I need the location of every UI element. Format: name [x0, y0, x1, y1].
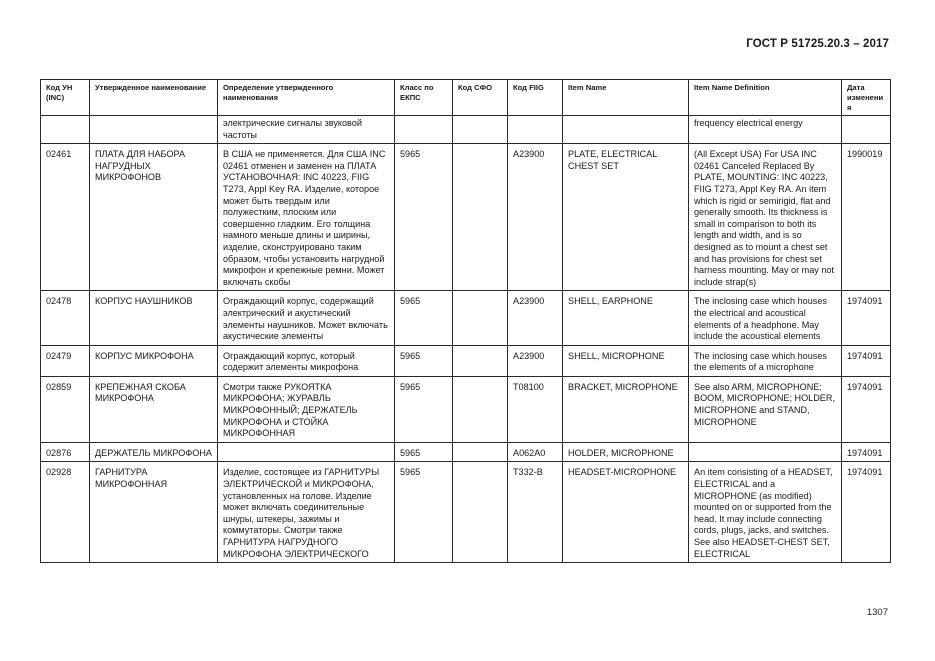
cell-item-definition: The inclosing case which houses the elements of a microphone [689, 345, 842, 376]
cell-definition: Изделие, состоящее из ГАРНИТУРЫ ЭЛЕКТРИЧЕСКОЙ и МИКРОФОНА, установленных на голове. Изделие может включать соединительные шнуры, штекеры, зажимы и коммутаторы. Смотри также ГАРНИТУРА НАГРУДНОГО МИКРОФОНА ЭЛЕКТРИЧЕСКОГО [218, 462, 395, 563]
table-cell [508, 116, 563, 144]
column-header-class: Класс по ЕКПС [395, 80, 453, 116]
cell-date: 1974091 [842, 462, 891, 563]
table-cell [41, 116, 90, 144]
standard-header: ГОСТ Р 51725.20.3 – 2017 [746, 38, 889, 50]
cell-inc: 02928 [41, 462, 90, 563]
cell-date: 1990019 [842, 144, 891, 291]
column-header-definition: Определение утвержденного наименования [218, 80, 395, 116]
continuation-row [41, 116, 891, 144]
cell-sfo [453, 345, 508, 376]
column-header-item-definition: Item Name Definition [689, 80, 842, 116]
cell-definition: Ограждающий корпус, содержащий электрический и акустический элементы наушников. Может включать акустические элементы [218, 291, 395, 345]
cell-item-definition: An item consisting of a HEADSET, ELECTRICAL and a MICROPHONE (as modified) mounted on or supported from the head. It may include connecting cords, plugs, jacks, and switches. See also HEADSET-CHEST SET, ELECTRICAL [689, 462, 842, 563]
cell-class: 5965 [395, 376, 453, 442]
cell-item-definition: The inclosing case which houses the electrical and acoustical elements of a headphone. May include the acoustical elements [689, 291, 842, 345]
column-header-inc: Код УН (INC) [41, 80, 90, 116]
cell-definition: Ограждающий корпус, который содержит элементы микрофона [218, 345, 395, 376]
cell-inc: 02876 [41, 442, 90, 462]
cell-sfo [453, 144, 508, 291]
cell-definition: Смотри также РУКОЯТКА МИКРОФОНА; ЖУРАВЛЬ МИКРОФОННЫЙ; ДЕРЖАТЕЛЬ МИКРОФОНА и СТОЙКА МИКРОФОННАЯ [218, 376, 395, 442]
column-header-name: Утвержденное наименование [90, 80, 218, 116]
cell-item-name: HOLDER, MICROPHONE [563, 442, 689, 462]
cell-item-name: HEADSET-MICROPHONE [563, 462, 689, 563]
cell-name: ПЛАТА ДЛЯ НАБОРА НАГРУДНЫХ МИКРОФОНОВ [90, 144, 218, 291]
cell-name: ГАРНИТУРА МИКРОФОННАЯ [90, 462, 218, 563]
cell-date: 1974091 [842, 345, 891, 376]
cell-sfo [453, 442, 508, 462]
column-header-item-name: Item Name [563, 80, 689, 116]
cell-fiig: A23900 [508, 291, 563, 345]
cell-fiig: T332-B [508, 462, 563, 563]
cell-item-name: BRACKET, MICROPHONE [563, 376, 689, 442]
cell-item-name: SHELL, MICROPHONE [563, 345, 689, 376]
cell-date: 1974091 [842, 442, 891, 462]
table-cell [563, 116, 689, 144]
table-row [41, 291, 891, 345]
page-number: 1307 [866, 607, 888, 618]
cell-item-definition [689, 442, 842, 462]
table-row [41, 376, 891, 442]
table-header-row [41, 80, 891, 116]
table-cell [90, 116, 218, 144]
cell-sfo [453, 462, 508, 563]
column-header-sfo: Код СФО [453, 80, 508, 116]
table-row [41, 345, 891, 376]
cell-item-name: PLATE, ELECTRICAL CHEST SET [563, 144, 689, 291]
cell-fiig: A23900 [508, 144, 563, 291]
cell-name: ДЕРЖАТЕЛЬ МИКРОФОНА [90, 442, 218, 462]
table-row [41, 442, 891, 462]
cell-sfo [453, 376, 508, 442]
cell-class: 5965 [395, 144, 453, 291]
table-cell [395, 116, 453, 144]
table-row [41, 462, 891, 563]
cell-inc: 02461 [41, 144, 90, 291]
cell-date: 1974091 [842, 291, 891, 345]
cell-item-definition: (All Except USA) For USA INC 02461 Canceled Replaced By PLATE, MOUNTING: INC 40223, FIIG T273, Appl Key RA. An item which is rigid or semirigid, flat and generally smooth. Its thickness is small in comparison to both its length and width, and is so designed as to mount a chest set and has provisions for chest set harness mounting. May or may not include strap(s) [689, 144, 842, 291]
column-header-fiig: Код FIIG [508, 80, 563, 116]
table-cell [453, 116, 508, 144]
cell-name: КРЕПЕЖНАЯ СКОБА МИКРОФОНА [90, 376, 218, 442]
cell-inc: 02479 [41, 345, 90, 376]
cell-class: 5965 [395, 345, 453, 376]
cell-class: 5965 [395, 291, 453, 345]
cell-definition [218, 442, 395, 462]
cell-definition: В США не применяется. Для США INC 02461 отменен и заменен на ПЛАТА УСТАНОВОЧНАЯ: INC 40223, FIIG T273, Appl Key RA. Изделие, которое может быть твердым или полужестким, плоским или совершенно гладким. Его толщина намного меньше длины и ширины, изделие, сконструировано таким образом, чтобы установить нагрудной микрофон и крепежные ремни. Может включать скобы [218, 144, 395, 291]
cell-item-definition: See also ARM, MICROPHONE; BOOM, MICROPHONE; HOLDER, MICROPHONE and STAND, MICROPHONE [689, 376, 842, 442]
table-cell [842, 116, 891, 144]
cell-class: 5965 [395, 462, 453, 563]
cell-fiig: A062A0 [508, 442, 563, 462]
cell-item-name: SHELL, EARPHONE [563, 291, 689, 345]
cell-fiig: T08100 [508, 376, 563, 442]
cell-name: КОРПУС НАУШНИКОВ [90, 291, 218, 345]
cell-class: 5965 [395, 442, 453, 462]
cell-fiig: A23900 [508, 345, 563, 376]
cell-definition: электрические сигналы звуковой частоты [218, 116, 395, 144]
catalog-table [40, 79, 891, 563]
cell-inc: 02478 [41, 291, 90, 345]
cell-inc: 02859 [41, 376, 90, 442]
cell-date: 1974091 [842, 376, 891, 442]
cell-sfo [453, 291, 508, 345]
column-header-date: Дата изменения [842, 80, 891, 116]
cell-item-definition: frequency electrical energy [689, 116, 842, 144]
cell-name: КОРПУС МИКРОФОНА [90, 345, 218, 376]
table-row [41, 144, 891, 291]
